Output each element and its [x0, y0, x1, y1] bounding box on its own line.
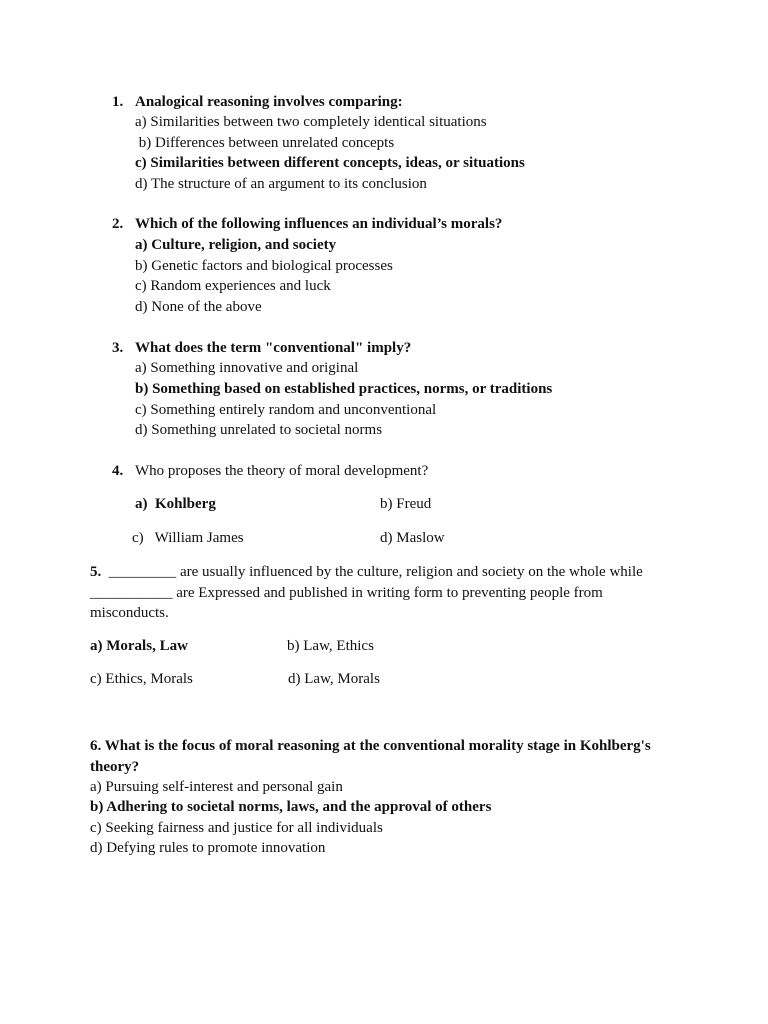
question-text: What does the term "conventional" imply? [135, 340, 412, 356]
question-number: 5. [90, 564, 102, 580]
option-c: c) Seeking fairness and justice for all individuals [90, 820, 383, 836]
question-number: 4. [112, 463, 124, 479]
question-text-line-2: theory? [90, 759, 140, 775]
option-c: c) Ethics, Morals [90, 671, 193, 687]
option-c-correct: c) Similarities between different concepts, ideas, or situations [135, 155, 525, 171]
question-number: 2. [112, 216, 124, 232]
option-c: c) Something entirely random and unconventional [135, 402, 437, 418]
option-a: a) Something innovative and original [135, 360, 359, 376]
option-c: c) Random experiences and luck [135, 278, 331, 294]
option-c: c) William James [132, 530, 244, 546]
option-a: a) Similarities between two completely identical situations [135, 114, 487, 130]
option-b-correct: b) Something based on established practices, norms, or traditions [135, 381, 553, 397]
option-d: d) Law, Morals [288, 671, 380, 687]
option-a-correct: a) Culture, religion, and society [135, 237, 337, 253]
option-b: b) Differences between unrelated concepts [135, 135, 395, 151]
question-text: Which of the following influences an individual’s morals? [135, 216, 503, 232]
question-text: Who proposes the theory of moral development? [135, 463, 429, 479]
option-d: d) The structure of an argument to its conclusion [135, 176, 427, 192]
option-b: b) Freud [380, 496, 432, 512]
option-a: a) Pursuing self-interest and personal gain [90, 779, 343, 795]
question-number: 3. [112, 340, 124, 356]
question-text: Analogical reasoning involves comparing: [135, 94, 403, 110]
option-b: b) Law, Ethics [287, 638, 374, 654]
question-text-line-1: 6. What is the focus of moral reasoning at the conventional morality stage in Kohlberg's [90, 738, 651, 754]
option-a-correct: a) Morals, Law [90, 638, 188, 654]
question-text-line-2: ___________ are Expressed and published in writing form to preventing people from [90, 585, 603, 601]
option-d: d) Something unrelated to societal norms [135, 422, 383, 438]
question-number: 1. [112, 94, 124, 110]
option-d: d) None of the above [135, 299, 262, 315]
option-a-correct: a) Kohlberg [135, 496, 216, 512]
option-b-correct: b) Adhering to societal norms, laws, and the approval of others [90, 799, 492, 815]
option-d: d) Defying rules to promote innovation [90, 840, 326, 856]
question-text-line-3: misconducts. [90, 605, 169, 621]
option-b: b) Genetic factors and biological processes [135, 258, 393, 274]
question-text-line-1: _________ are usually influenced by the culture, religion and society on the whole while [105, 564, 643, 580]
option-d: d) Maslow [380, 530, 445, 546]
